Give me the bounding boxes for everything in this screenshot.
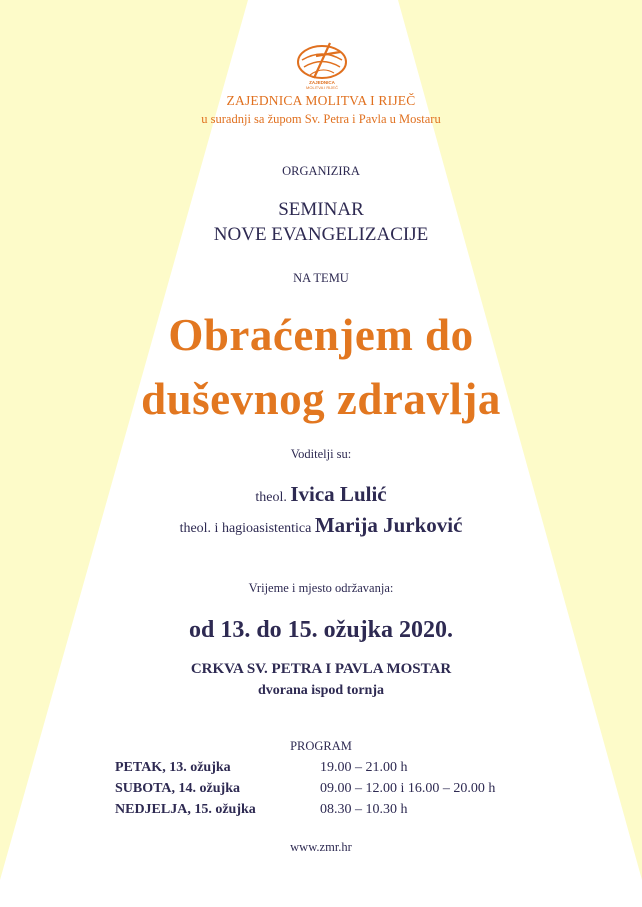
svg-text:MOLITVA I RIJEČ: MOLITVA I RIJEČ xyxy=(306,85,338,90)
leader-2-name: Marija Jurković xyxy=(314,513,463,537)
seminar-line-1: SEMINAR xyxy=(278,199,364,220)
venue-name: dvorana ispod tornja xyxy=(257,683,385,698)
cross-globe-logo-icon xyxy=(294,40,350,90)
church-name: CRKVA SV. PETRA I PAVLA MOSTAR xyxy=(190,661,452,677)
svg-text:ZAJEDNICA: ZAJEDNICA xyxy=(309,80,335,85)
leaders-label: Voditelji su: xyxy=(290,447,352,461)
leader-2-prefix: theol. i hagioasistentica xyxy=(179,521,312,536)
program-time: 09.00 – 12.00 i 16.00 – 20.00 h xyxy=(320,781,496,796)
program-time: 19.00 – 21.00 h xyxy=(320,760,408,775)
leader-2 xyxy=(0,513,642,538)
title-line-2: duševnog zdravlja xyxy=(141,374,501,424)
cooperation-line: u suradnji sa župom Sv. Petra i Pavla u Mostaru xyxy=(201,112,441,126)
program-heading: PROGRAM xyxy=(290,739,352,753)
seminar-line-2: NOVE EVANGELIZACIJE xyxy=(213,224,429,245)
program-day: PETAK, 13. ožujka xyxy=(115,760,231,775)
organization-name: ZAJEDNICA MOLITVA I RIJEČ xyxy=(226,93,416,108)
leader-1-name: Ivica Lulić xyxy=(290,482,387,506)
event-dates: od 13. do 15. ožujka 2020. xyxy=(188,617,454,643)
program-time: 08.30 – 10.30 h xyxy=(320,802,408,817)
program-day: NEDJELJA, 15. ožujka xyxy=(115,802,256,817)
website-link[interactable]: www.zmr.hr xyxy=(290,840,352,854)
leader-1 xyxy=(0,482,642,507)
time-place-label: Vrijeme i mjesto održavanja: xyxy=(248,581,394,595)
leader-1-prefix: theol. xyxy=(255,490,287,505)
organizes-label: ORGANIZIRA xyxy=(282,164,360,178)
topic-label: NA TEMU xyxy=(293,271,349,285)
program-day: SUBOTA, 14. ožujka xyxy=(115,781,240,796)
title-line-1: Obraćenjem do xyxy=(168,310,474,360)
